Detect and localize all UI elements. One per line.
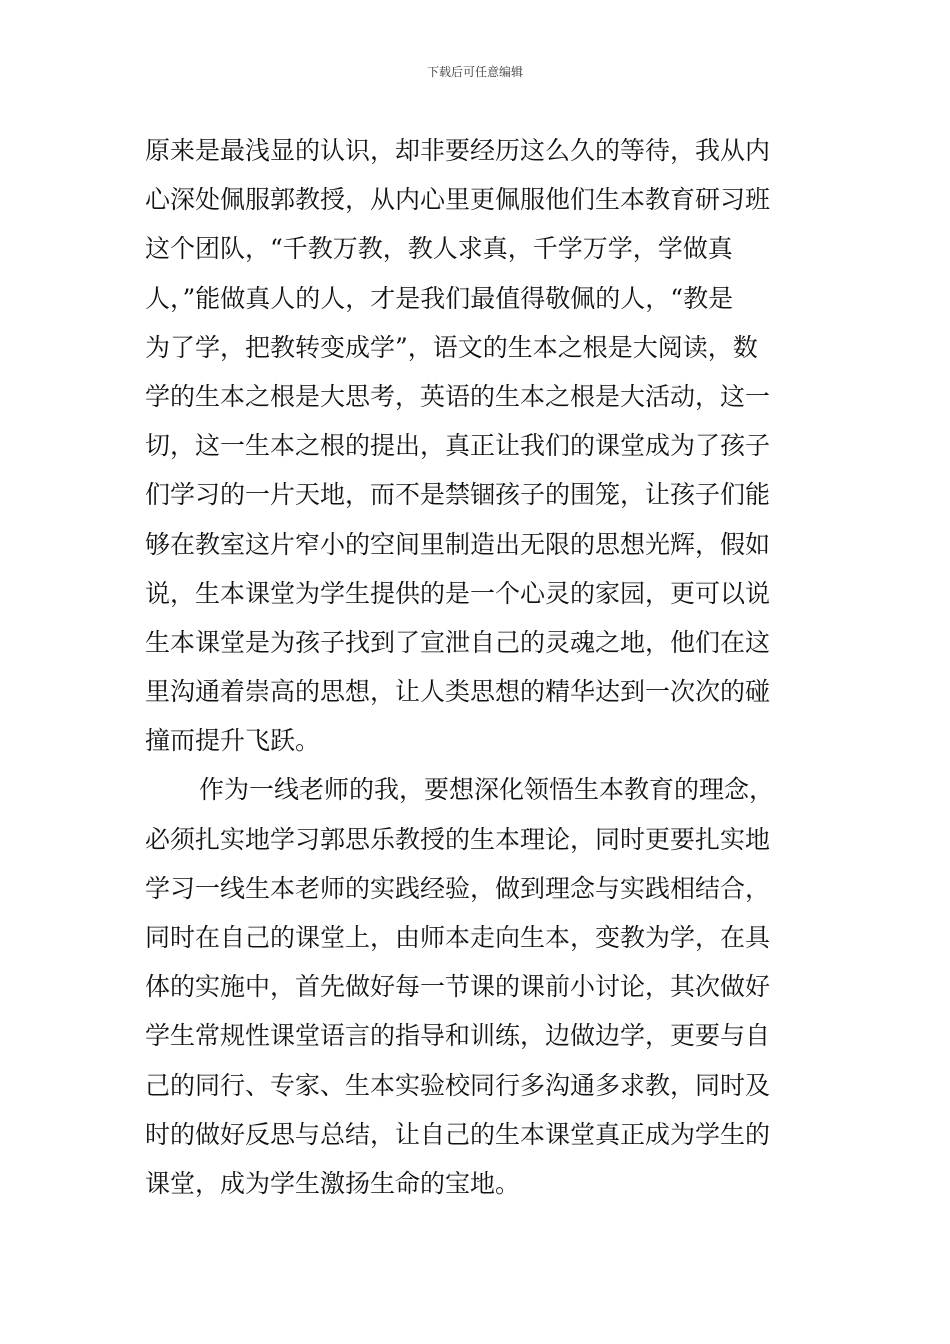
- paragraph-2: [145, 765, 815, 1208]
- page-header: 下载后可任意编辑: [426, 65, 523, 79]
- text-line: 作为一线老师的我，要想深化领悟生本教育的理念，: [199, 775, 775, 805]
- text-line: 撞而提升飞跃。: [145, 726, 321, 756]
- text-line: 学的生本之根是大思考，英语的生本之根是大活动，这一: [145, 381, 771, 411]
- text-line: 时的做好反思与总结，让自己的生本课堂真正成为学生的: [145, 1119, 771, 1149]
- text-line: 人，”能做真人的人，才是我们最值得敬佩的人，“教是: [145, 283, 734, 313]
- document-body: [145, 126, 815, 1208]
- text-line: 学习一线生本老师的实践经验，做到理念与实践相结合，: [145, 873, 771, 903]
- text-line: 这个团队，“千教万教，教人求真，千学万学，学做真: [145, 234, 733, 264]
- text-line: 课堂，成为学生激扬生命的宝地。: [145, 1168, 521, 1198]
- text-line: 够在教室这片窄小的空间里制造出无限的思想光辉，假如: [145, 529, 771, 559]
- text-line: 原来是最浅显的认识，却非要经历这么久的等待，我从内: [145, 136, 771, 165]
- text-line: 心深处佩服郭教授，从内心里更佩服他们生本教育研习班: [145, 185, 771, 215]
- text-line: 们学习的一片天地，而不是禁锢孩子的围笼，让孩子们能: [145, 480, 771, 510]
- text-line: 己的同行、专家、生本实验校同行多沟通多求教，同时及: [145, 1070, 771, 1100]
- text-line: 学生常规性课堂语言的指导和训练，边做边学，更要与自: [145, 1021, 771, 1051]
- text-line: 体的实施中，首先做好每一节课的课前小讨论，其次做好: [145, 972, 771, 1002]
- text-line: 必须扎实地学习郭思乐教授的生本理论，同时更要扎实地: [145, 824, 771, 854]
- paragraph-1: [145, 126, 815, 765]
- text-line: 为了学，把教转变成学”，语文的生本之根是大阅读，数: [145, 332, 758, 362]
- text-line: 里沟通着崇高的思想，让人类思想的精华达到一次次的碰: [145, 677, 771, 707]
- text-line: 同时在自己的课堂上，由师本走向生本，变教为学，在具: [145, 923, 771, 952]
- text-line: 说，生本课堂为学生提供的是一个心灵的家园，更可以说: [145, 578, 771, 608]
- text-line: 切，这一生本之根的提出，真正让我们的课堂成为了孩子: [145, 431, 771, 461]
- text-line: 生本课堂是为孩子找到了宣泄自己的灵魂之地，他们在这: [145, 627, 771, 657]
